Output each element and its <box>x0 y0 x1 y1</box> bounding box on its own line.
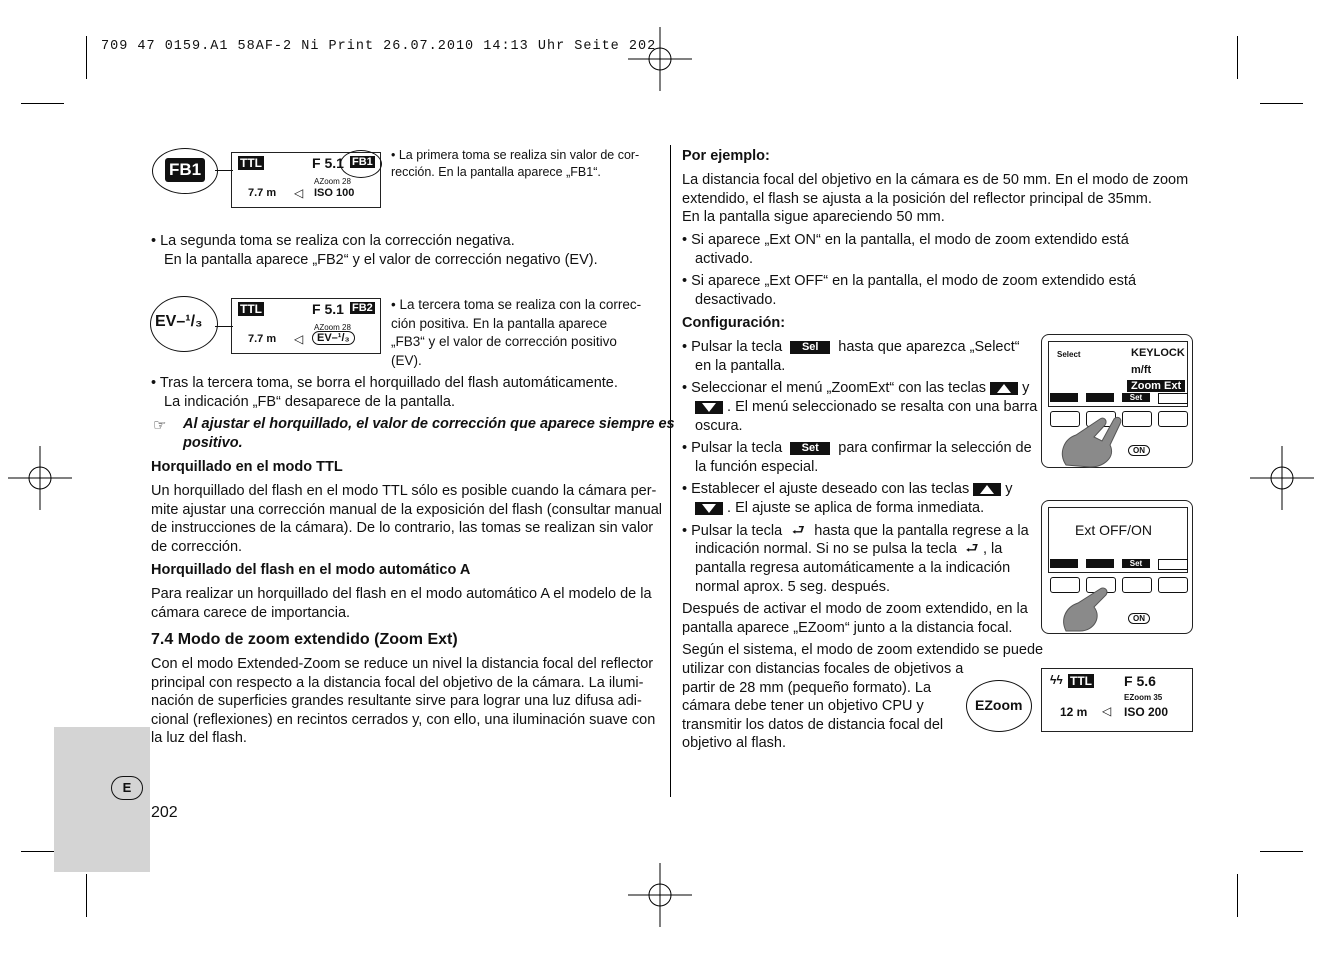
step-1-c: en la pantalla. <box>695 358 786 374</box>
para-auto: Para realizar un horquillado del flash en el modo automático A el modelo de la cámara carece de importancia. <box>151 586 652 621</box>
para-zoom: Con el modo Extended-Zoom se reduce un nivel la distancia focal del reflector principal con respecto a la distancia focal del objetivo de la cámara. La ilumi- nación de superficies grandes resultante sirve para lograr una luz difusa adi- cional (reflexiones) en recintos cerrados y, con ello, una iluminación suave con la luz del flash. <box>151 656 656 747</box>
language-sidebar <box>54 727 150 872</box>
callout-line <box>215 170 233 171</box>
register-mark-left <box>8 446 72 510</box>
step-5-a: • Pulsar la tecla <box>682 523 783 539</box>
down-arrow-key-icon <box>1086 559 1114 568</box>
step-1-a: • Pulsar la tecla <box>682 339 783 355</box>
device-panel-2 <box>1041 500 1193 634</box>
step-5-d: , la <box>982 541 1003 557</box>
flash-bolt-icon: ϟϟ <box>1050 673 1063 687</box>
display-keylock: KEYLOCK <box>1131 347 1185 359</box>
lcd-zoom: AZoom 28 <box>314 177 351 186</box>
speaker-icon: ◁ <box>294 186 304 200</box>
column-divider <box>670 145 671 797</box>
step-4 <box>682 480 1013 499</box>
return-key-icon <box>1158 393 1188 404</box>
lcd-distance: 12 m <box>1060 705 1088 719</box>
lcd-aperture: F 5.6 <box>1124 673 1156 689</box>
up-arrow-key-icon <box>1050 559 1078 568</box>
register-mark-top <box>628 27 692 91</box>
lcd-ev: EV–¹/₃ <box>312 331 355 345</box>
ezoom-callout <box>966 680 1032 732</box>
lcd-iso: ISO 200 <box>1124 705 1169 719</box>
step-5-e: pantalla regresa automáticamente a la indicación normal aprox. 5 seg. después. <box>695 560 1011 595</box>
step-5 <box>682 522 1029 541</box>
lcd-distance: 7.7 m <box>248 187 277 199</box>
fb3-text: • La tercera toma se realiza con la correc- ción positiva. En la pantalla aparece „FB3“ y el valor de corrección positivo (EV). <box>391 297 642 368</box>
display-select: Select <box>1057 350 1081 359</box>
up-arrow-key-icon <box>1050 393 1078 402</box>
lcd-zoom: EZoom 35 <box>1124 693 1163 702</box>
step-1-b: hasta que aparezca „Select“ <box>838 339 1020 355</box>
fb1-text: • La primera toma se realiza sin valor de cor- rección. En la pantalla aparece „FB1“. <box>391 148 640 179</box>
p3-line2: La indicación „FB“ desaparece de la pantalla. <box>164 394 455 410</box>
bullet-ext-on: • Si aparece „Ext ON“ en la pantalla, el modo de zoom extendido está activado. <box>682 232 1129 267</box>
heading-ttl: Horquillado en el modo TTL <box>151 459 343 475</box>
device-panel-1 <box>1041 334 1193 468</box>
pointing-hand-icon: ☞ <box>153 417 167 434</box>
up-arrow-key-icon <box>973 483 1001 496</box>
step-4-a: • Establecer el ajuste deseado con las teclas <box>682 481 970 497</box>
lcd-distance: 7.7 m <box>248 333 277 345</box>
language-badge: E <box>111 776 143 800</box>
heading-auto: Horquillado del flash en el modo automático A <box>151 562 471 578</box>
ezoom-badge: EZoom <box>975 697 1023 713</box>
hw-button-4 <box>1158 411 1188 427</box>
bullet-ext-off: • Si aparece „Ext OFF“ en la pantalla, el modo de zoom extendido está desactivado. <box>682 273 1137 308</box>
sel-key: Sel <box>790 341 830 354</box>
ev-callout <box>150 296 218 352</box>
set-key: Set <box>790 442 830 455</box>
hw-button-3 <box>1122 577 1152 593</box>
step-1 <box>682 338 1020 357</box>
lcd-aperture: F 5.1 <box>312 155 344 171</box>
lcd-fb: FB2 <box>352 302 373 314</box>
step-4-c: . El ajuste se aplica de forma inmediata. <box>727 500 985 516</box>
hw-button-4 <box>1158 577 1188 593</box>
return-key-icon: ⮐ <box>791 523 805 539</box>
lcd-zoom: AZoom 28 <box>314 323 351 332</box>
step-5-b: hasta que la pantalla regrese a la <box>814 523 1029 539</box>
speaker-icon: ◁ <box>1102 704 1112 718</box>
down-arrow-key-icon <box>1086 393 1114 402</box>
step-5-line2 <box>695 540 1002 559</box>
heading-example: Por ejemplo: <box>682 148 770 164</box>
up-arrow-key-icon <box>990 382 1018 395</box>
on-switch: ON <box>1128 445 1150 456</box>
para-example: La distancia focal del objetivo en la cámara es de 50 mm. En el modo de zoom extendido, el flash se ajusta a la posición del reflector principal de 35mm. En la pantalla sigue apareciendo 50 mm. <box>682 172 1189 226</box>
para-system-2: utilizar con distancias focales de objetivos a partir de 28 mm (pequeño formato). La cámara debe tener un objetivo CPU y transmitir los datos de distancia focal del objetivo al flash. <box>682 661 964 752</box>
heading-config: Configuración: <box>682 315 786 331</box>
note-text: Al ajustar el horquillado, el valor de corrección que aparece siempre es positivo. <box>183 416 675 451</box>
down-arrow-key-icon <box>695 401 723 414</box>
fb1-callout <box>152 148 218 194</box>
lcd-ezoom <box>1041 668 1193 732</box>
register-mark-bottom <box>628 863 692 927</box>
step-2 <box>682 379 1029 398</box>
callout-line <box>215 326 233 327</box>
set-key: Set <box>1122 393 1150 402</box>
section-heading-zoom: 7.4 Modo de zoom extendido (Zoom Ext) <box>151 631 458 648</box>
lcd-ttl: TTL <box>240 302 262 316</box>
display-ext: Ext OFF/ON <box>1075 522 1152 538</box>
p2-line2: En la pantalla aparece „FB2“ y el valor de corrección negativo (EV). <box>164 252 598 268</box>
register-mark-right <box>1250 446 1314 510</box>
para-after: Después de activar el modo de zoom extendido, en la pantalla aparece „EZoom“ junto a la distancia focal. <box>682 601 1028 636</box>
step-5-c: indicación normal. Si no se pulsa la tecla <box>695 541 957 557</box>
display-zoomext: Zoom Ext <box>1127 380 1185 392</box>
lcd-aperture: F 5.1 <box>312 301 344 317</box>
step-2-line2 <box>695 398 1037 417</box>
page-number: 202 <box>151 804 178 821</box>
step-2-c: . El menú seleccionado se resalta con una barra <box>727 399 1038 415</box>
lcd-ttl: TTL <box>1070 674 1092 688</box>
lcd-iso: ISO 100 <box>314 187 355 199</box>
para-ttl: Un horquillado del flash en el modo TTL sólo es posible cuando la cámara per- mite ajustar una corrección manual de la exposición del flash (consultar manual de instrucciones de la cámara). De lo contrario, las tomas se realizan sin valor de corrección. <box>151 483 662 555</box>
hand-pointer-icon <box>1060 585 1120 633</box>
print-header: 709 47 0159.A1 58AF-2 Ni Print 26.07.2010 14:13 Uhr Seite 202 <box>101 39 657 54</box>
step-3-a: • Pulsar la tecla <box>682 440 783 456</box>
p3-line1: • Tras la tercera toma, se borra el horquillado del flash automáticamente. <box>151 375 618 391</box>
step-3-c: la función especial. <box>695 459 819 475</box>
step-3-b: para confirmar la selección de <box>838 440 1032 456</box>
display-mft: m/ft <box>1131 364 1152 376</box>
ev-badge: EV–¹/₃ <box>155 313 203 330</box>
lcd-ttl: TTL <box>240 156 262 170</box>
fb1-badge: FB1 <box>165 158 205 182</box>
step-2-b: y <box>1022 380 1030 396</box>
down-arrow-key-icon <box>695 502 723 515</box>
set-key: Set <box>1122 559 1150 568</box>
hand-pointer-icon <box>1056 413 1146 469</box>
fb-highlight-ring <box>340 150 382 178</box>
step-3 <box>682 439 1032 458</box>
speaker-icon: ◁ <box>294 332 304 346</box>
step-4-b: y <box>1005 481 1013 497</box>
step-2-a: • Seleccionar el menú „ZoomExt“ con las teclas <box>682 380 987 396</box>
p2-line1: • La segunda toma se realiza con la corrección negativa. <box>151 233 515 249</box>
para-system-1: Según el sistema, el modo de zoom extendido se puede <box>682 642 1044 658</box>
step-2-d: oscura. <box>695 418 743 434</box>
lcd-fb3 <box>231 298 381 354</box>
return-key-icon <box>1158 559 1188 570</box>
on-switch: ON <box>1128 613 1150 624</box>
step-4-line2 <box>695 499 984 518</box>
lcd-fb: FB1 <box>352 156 373 168</box>
return-key-icon: ⮐ <box>965 541 979 557</box>
